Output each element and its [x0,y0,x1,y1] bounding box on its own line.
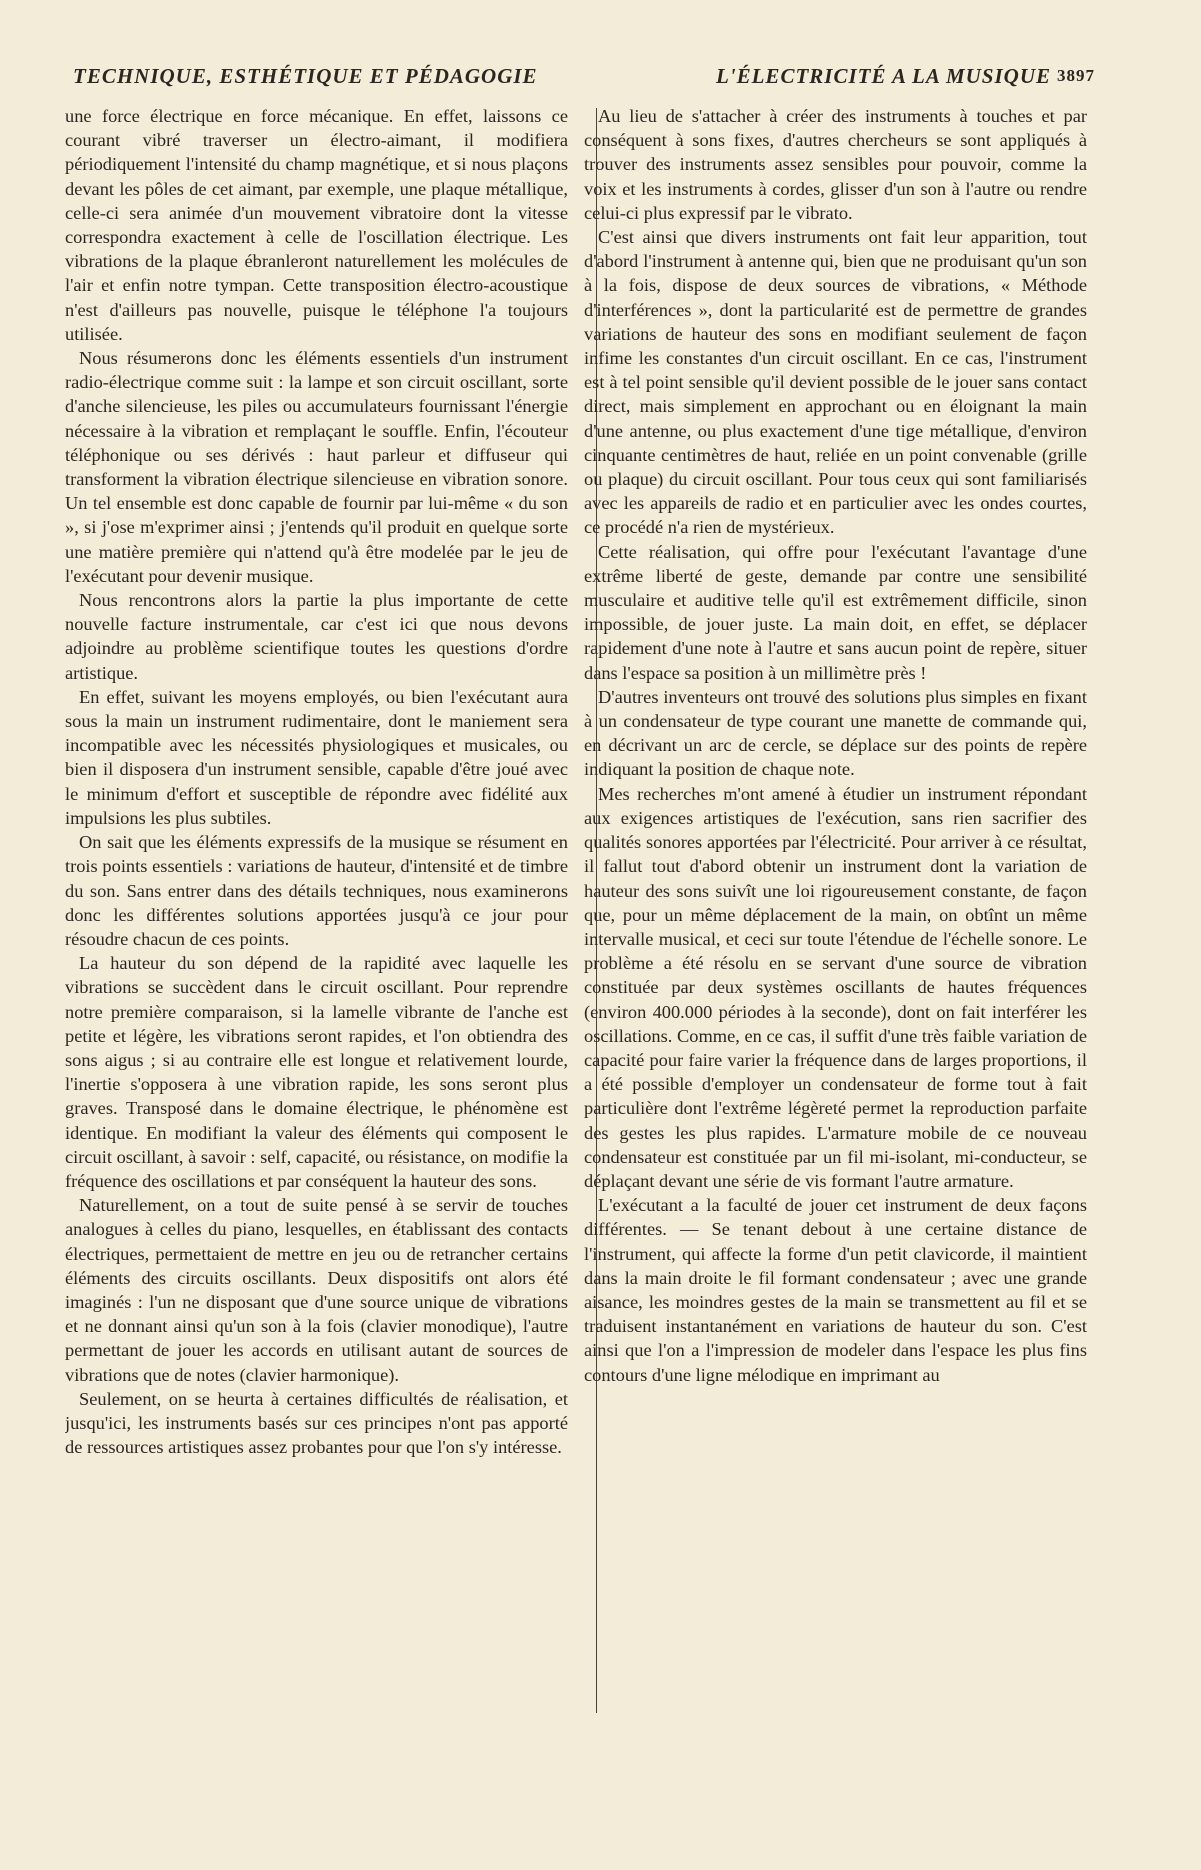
paragraph: Mes recherches m'ont amené à étudier un instrument répondant aux exigences artistiques de l'exécution, sans rien sacrifier des qualités sonores apportées par l'électricité. Pour arriver à ce résultat, il fallut tout d'abord obtenir un instrument dont la variation de hauteur des sons suivît une loi rigoureusement constante, de façon que, pour un même déplacement de la main, on obtînt un même intervalle musical, et ceci sur toute l'étendue de l'échelle sonore. Le problème a été résolu en se servant d'une source de vibration constituée par deux systèmes oscillants de hautes fréquences (environ 400.000 périodes à la seconde), dont on fait interférer les oscillations. Comme, en ce cas, il suffit d'une très faible variation de capacité pour faire varier la fréquence dans de larges proportions, il a été possible d'employer un condensateur de forme tout à fait particulière dont l'extrême légèreté permet la reproduction parfaite des gestes les plus rapides. L'armature mobile de ce nouveau condensateur est constituée par un fil mi-isolant, mi-conducteur, se déplaçant devant une série de vis formant l'autre armature. [584,783,1087,1191]
paragraph: On sait que les éléments expressifs de la musique se résument en trois points essentiels : variations de hauteur, d'intensité et de timbre du son. Sans entrer dans des détails techniques, nous examinerons donc les différentes solutions apportées jusqu'à ce jour pour résoudre chacun de ces points. [65,832,568,949]
paragraph: Nous rencontrons alors la partie la plus importante de cette nouvelle facture instrumentale, car c'est ici que nous devons adjoindre au problème scientifique toutes les questions d'ordre artistique. [65,590,568,683]
header-right-title: L'ÉLECTRICITÉ A LA MUSIQUE [715,64,1051,88]
paragraph: Au lieu de s'attacher à créer des instruments à touches et par conséquent à sons fixes, d'autres chercheurs se sont appliqués à trouver des instruments assez sensibles pour pouvoir, comme la voix et les instruments à cordes, glisser d'un son à l'autre ou rendre celui-ci plus expressif par le vibrato. [584,106,1087,223]
paragraph: D'autres inventeurs ont trouvé des solutions plus simples en fixant à un condensateur de type courant une manette de commande qui, en décrivant un arc de cercle, se déplace sur des points de repère indiquant la position de chaque note. [584,686,1087,780]
paragraph: Seulement, on se heurta à certaines difficultés de réalisation, et jusqu'ici, les instruments basés sur ces principes n'ont pas apporté de ressources artistiques assez probantes pour que l'on s'y intéresse. [65,1388,568,1458]
paragraph: C'est ainsi que divers instruments ont fait leur apparition, tout d'abord l'instrument à antenne qui, bien que ne produisant qu'un son à la fois, dispose de deux sources de vibrations, « Méthode d'interférences », dont la particularité est de permettre de grandes variations de hauteur des sons en modifiant seulement de façon infime les constantes d'un circuit oscillant. En ce cas, l'instrument est à tel point sensible qu'il devient possible de le jouer sans contact direct, mais simplement en approchant ou en éloignant la main d'une antenne, ou plus exactement d'une tige métallique, d'environ cinquante centimètres de haut, reliée en un point convenable (grille ou plaque) du circuit oscillant. Pour tous ceux qui sont familiarisés avec les appareils de radio et en particulier avec les ondes courtes, ce procédé n'a rien de mystérieux. [584,227,1087,538]
paragraph: Nous résumerons donc les éléments essentiels d'un instrument radio-électrique comme suit : la lampe et son circuit oscillant, sorte d'anche silencieuse, les piles ou accumulateurs fournissant l'énergie nécessaire à la vibration et remplaçant le souffle. Enfin, l'écouteur téléphonique ou ses dérivés : haut parleur et diffuseur qui transforment la vibration électrique silencieuse en vibration sonore. Un tel ensemble est donc capable de fournir par lui-même « du son », si j'ose m'exprimer ainsi ; j'entends qu'il produit en quelque sorte une matière première qui n'attend qu'à être modelée par le jeu de l'exécutant pour devenir musique. [65,348,568,586]
paragraph: Naturellement, on a tout de suite pensé à se servir de touches analogues à celles du piano, lesquelles, en établissant des contacts électriques, permettaient de mettre en jeu ou de retrancher certains éléments des circuits oscillants. Deux dispositifs ont alors été imaginés : l'un ne disposant que d'une source unique de vibrations et ne donnant ainsi qu'un son à la fois (clavier monodique), l'autre permettant de jouer les accords en utilisant autant de sources de vibrations que de notes (clavier harmonique). [65,1195,568,1385]
header-left-title: TECHNIQUE, ESTHÉTIQUE ET PÉDAGOGIE [73,64,538,88]
page-number: 3897 [1057,66,1095,85]
paragraph: En effet, suivant les moyens employés, ou bien l'exécutant aura sous la main un instrument rudimentaire, dont le maniement sera incompatible avec les nécessités physiologiques et musicales, ou bien il disposera d'un instrument sensible, capable d'être joué avec le minimum d'effort et susceptible de répondre avec fidélité aux impulsions les plus subtiles. [65,686,568,828]
paragraph: une force électrique en force mécanique. En effet, laissons ce courant vibré traverser un électro-aimant, il modifiera périodiquement l'intensité du champ magnétique, et si nous plaçons devant les pôles de cet aimant, par exemple, une plaque métallique, celle-ci sera animée d'un mouvement vibratoire dont la vitesse correspondra exactement à celle de l'oscillation électrique. Les vibrations de la plaque ébranleront naturellement les molécules de l'air et enfin notre tympan. Cette transposition électro-acoustique n'est d'ailleurs pas nouvelle, puisque le téléphone l'a toujours utilisée. [65,106,568,344]
paragraph: La hauteur du son dépend de la rapidité avec laquelle les vibrations se succèdent dans le circuit oscillant. Pour reprendre notre première comparaison, si la lamelle vibrante de l'anche est petite et légère, les vibrations seront rapides, et l'on obtiendra des sons aigus ; si au contraire elle est longue et relativement lourde, l'inertie s'opposera à une vibration rapide, les sons seront plus graves. Transposé dans le domaine électrique, le phénomène est identique. En modifiant la valeur des éléments qui composent le circuit oscillant, à savoir : self, capacité, ou résistance, on modifie la fréquence des oscillations et par conséquent la hauteur des sons. [65,953,568,1191]
paragraph: L'exécutant a la faculté de jouer cet instrument de deux façons différentes. — Se tenant debout à une certaine distance de l'instrument, qui affecte la forme d'un petit clavicorde, il maintient dans la main droite le fil formant condensateur ; avec une grande aisance, les moindres gestes de la main se transmettent au fil et se traduisent instantanément en variations de hauteur du son. C'est ainsi que l'on a l'impression de modeler dans l'espace les plus fins contours d'une ligne mélodique en imprimant au [584,1195,1087,1385]
left-column [65,104,568,1714]
running-header [73,64,1095,94]
paragraph: Cette réalisation, qui offre pour l'exécutant l'avantage d'une extrême liberté de geste, demande par contre une sensibilité musculaire et auditive telle qu'il est extrêmement difficile, sinon impossible, de jouer juste. La main doit, en effet, se déplacer rapidement d'une note à l'autre et sans aucun point de repère, situer dans l'espace sa position à un millimètre près ! [584,541,1087,683]
right-column [584,104,1087,1714]
